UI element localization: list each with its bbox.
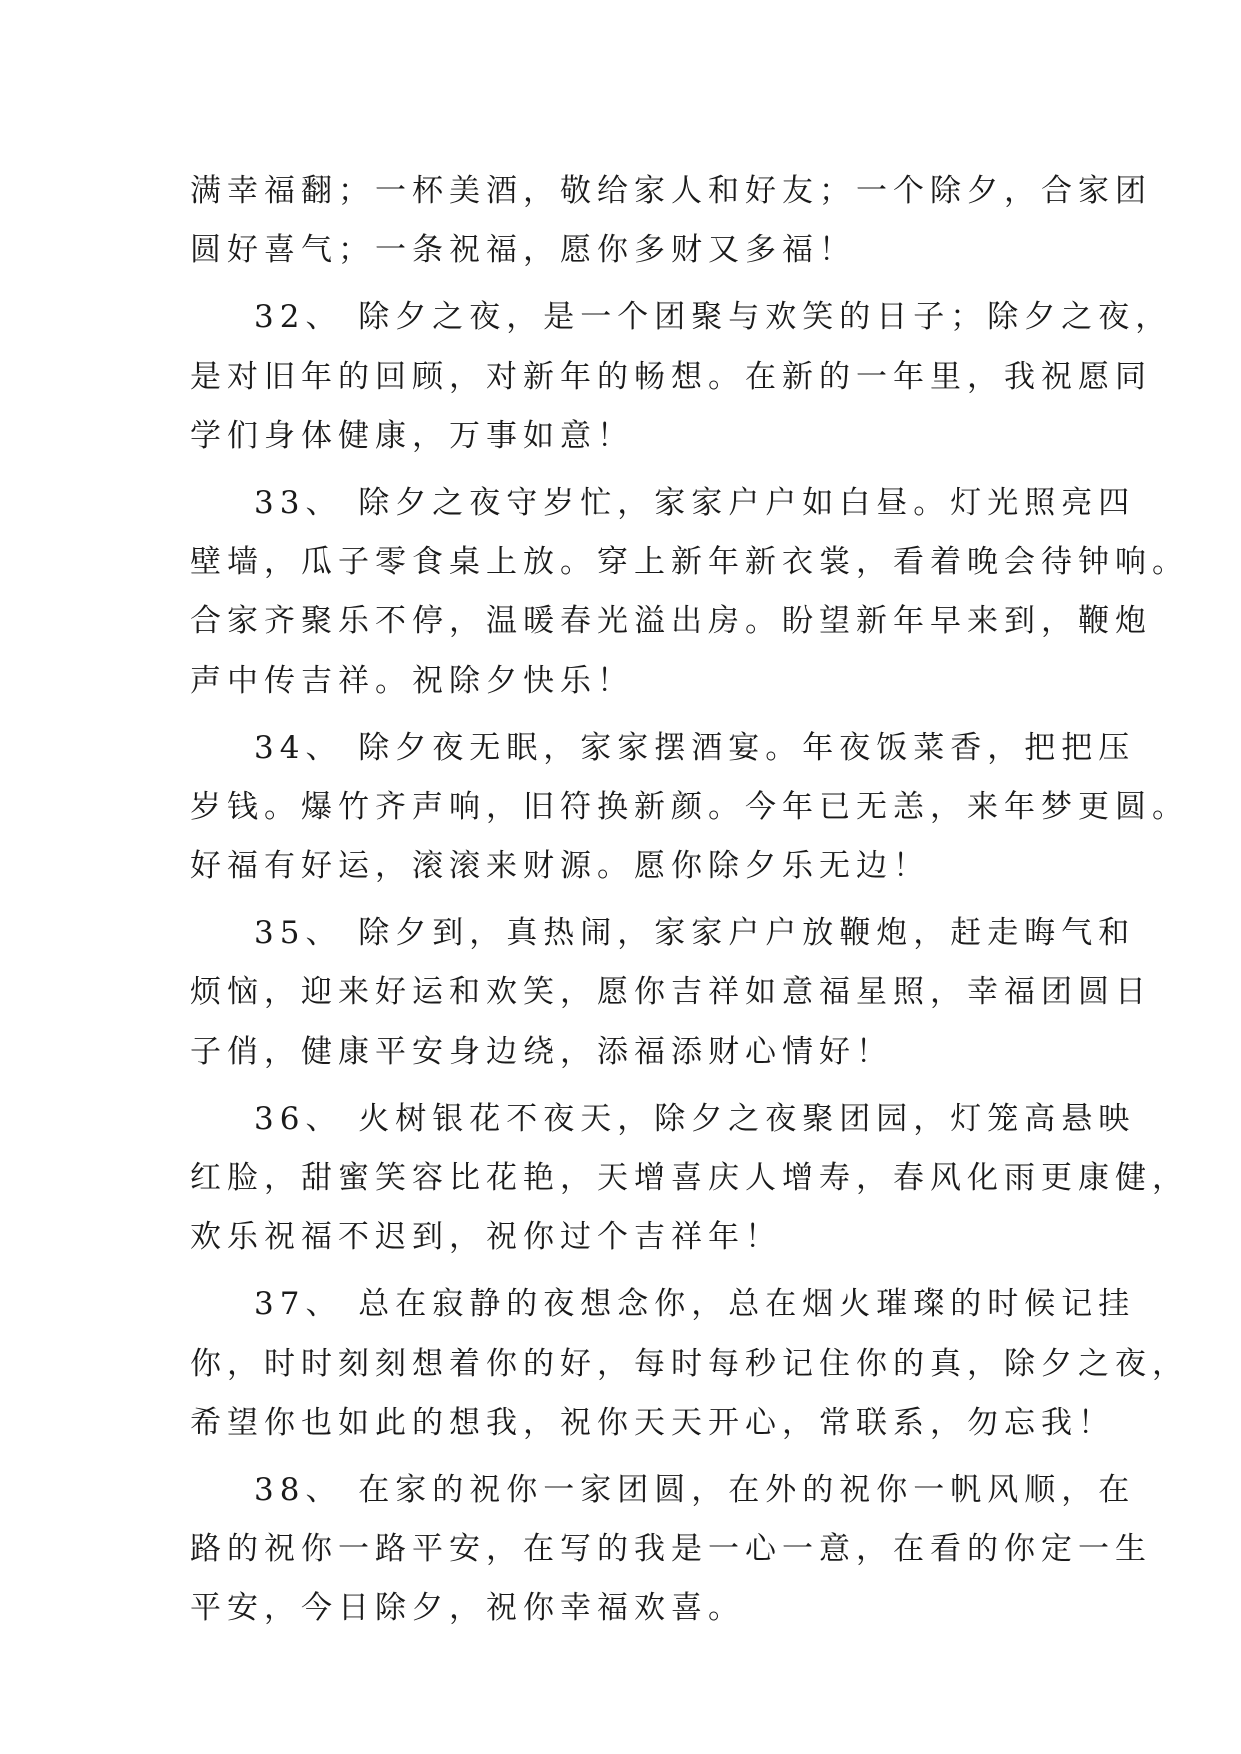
- text-line: 壁墙，瓜子零食桌上放。穿上新年新衣裳，看着晚会待钟响。: [190, 544, 1189, 581]
- text-line: 是对旧年的回顾，对新年的畅想。在新的一年里，我祝愿同: [190, 358, 1152, 395]
- text-line: 烦恼，迎来好运和欢笑，愿你吉祥如意福星照，幸福团圆日: [190, 974, 1152, 1011]
- text-line: 希望你也如此的想我，祝你天天开心，常联系，勿忘我！: [190, 1404, 1115, 1441]
- paragraph-34-first-line: 34、 除夕夜无眠，家家摆酒宴。年夜饭菜香，把把压: [254, 729, 1136, 766]
- paragraph-33-first-line: 33、 除夕之夜守岁忙，家家户户如白昼。灯光照亮四: [254, 484, 1136, 521]
- text-line: 学们身体健康，万事如意！: [190, 417, 634, 454]
- text-line: 岁钱。爆竹齐声响，旧符换新颜。今年已无恙，来年梦更圆。: [190, 788, 1189, 825]
- text-line: 平安，今日除夕，祝你幸福欢喜。: [190, 1590, 745, 1627]
- text-line: 红脸，甜蜜笑容比花艳，天增喜庆人增寿，春风化雨更康健，: [190, 1160, 1189, 1196]
- paragraph-32-first-line: 32、 除夕之夜，是一个团聚与欢笑的日子；除夕之夜，: [254, 299, 1173, 336]
- text-line: 你，时时刻刻想着你的好，每时每秒记住你的真，除夕之夜，: [190, 1345, 1189, 1382]
- paragraph-35-first-line: 35、 除夕到，真热闹，家家户户放鞭炮，赶走晦气和: [254, 915, 1136, 952]
- text-line: 满幸福翻；一杯美酒，敬给家人和好友；一个除夕，合家团: [190, 173, 1152, 209]
- text-line: 欢乐祝福不迟到，祝你过个吉祥年！: [190, 1219, 782, 1256]
- paragraph-36-first-line: 36、 火树银花不夜天，除夕之夜聚团园，灯笼高悬映: [254, 1100, 1136, 1137]
- text-line: 圆好喜气；一条祝福，愿你多财又多福！: [190, 232, 856, 269]
- text-line: 好福有好运，滚滚来财源。愿你除夕乐无边！: [190, 848, 930, 885]
- paragraph-37-first-line: 37、 总在寂静的夜想念你，总在烟火璀璨的时候记挂: [254, 1286, 1136, 1323]
- body-text: [190, 162, 1189, 1639]
- text-line: 声中传吉祥。祝除夕快乐！: [190, 662, 634, 699]
- text-line: 子俏，健康平安身边绕，添福添财心情好！: [190, 1033, 893, 1070]
- text-line: 合家齐聚乐不停，温暖春光溢出房。盼望新年早来到，鞭炮: [190, 603, 1152, 640]
- paragraph-38-first-line: 38、 在家的祝你一家团圆，在外的祝你一帆风顺，在: [254, 1471, 1136, 1508]
- text-line: 路的祝你一路平安，在写的我是一心一意，在看的你定一生: [190, 1531, 1152, 1568]
